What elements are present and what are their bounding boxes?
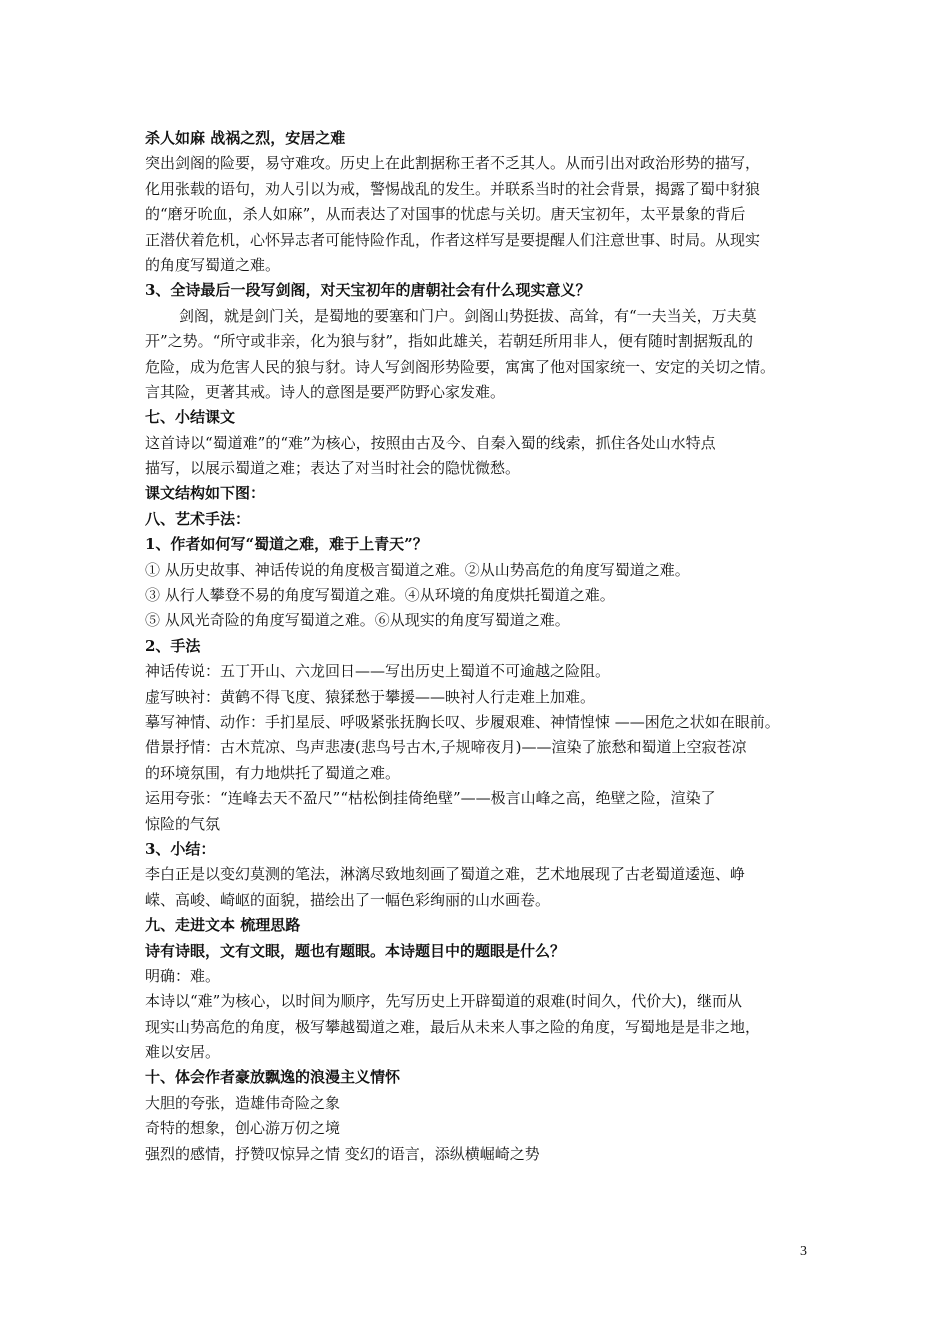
paragraph-line: 现实山势高危的角度，极写攀越蜀道之难，最后从未来人事之险的角度，写蜀地是是非之地， — [145, 1017, 761, 1036]
section-heading: 课文结构如下图： — [145, 484, 266, 503]
section-heading: 十、体会作者豪放飘逸的浪漫主义情怀 — [145, 1068, 401, 1087]
paragraph-line: 的“磨牙吮血，杀人如麻”，从而表达了对国事的忧虑与关切。唐天宝初年，太平景象的背后 — [145, 205, 746, 224]
paragraph-line: 正潜伏着危机，心怀异志者可能恃险作乱，作者这样写是要提醒人们注意世事、时局。从现实 — [145, 230, 761, 249]
section-heading: 3、全诗最后一段写剑阁，对天宝初年的唐朝社会有什么现实意义？ — [145, 281, 591, 300]
paragraph-line: 剑阁，就是剑门关，是蜀地的要塞和门户。剑阁山势挺拔、高耸，有“一夫当关，万夫莫 — [179, 306, 757, 325]
paragraph-line: 惊险的气氛 — [145, 814, 221, 833]
section-heading: 诗有诗眼，文有文眼，题也有题眼。本诗题目中的题眼是什么？ — [145, 941, 566, 960]
paragraph-line: 危险，成为危害人民的狼与豺。诗人写剑阁形势险要，寓寓了他对国家统一、安定的关切之情。 — [145, 357, 776, 376]
paragraph-line: 强烈的感情，抒赞叹惊异之情 变幻的语言，添纵横崛崎之势 — [145, 1144, 540, 1163]
paragraph-line: 嵘、高峻、崎岖的面貌，描绘出了一幅色彩绚丽的山水画卷。 — [145, 890, 551, 909]
page-number: 3 — [800, 1244, 807, 1259]
paragraph-line: 这首诗以“蜀道难”的“难”为核心，按照由古及今、自秦入蜀的线索，抓住各处山水特点 — [145, 433, 716, 452]
document-body — [145, 126, 825, 1167]
section-heading: 2、手法 — [145, 636, 201, 655]
paragraph-line: 虚写映衬：黄鹤不得飞度、猿猱愁于攀援——映衬人行走难上加难。 — [145, 687, 596, 706]
paragraph-line: 本诗以“难”为核心，以时间为顺序，先写历史上开辟蜀道的艰难(时间久，代价大)，继而从 — [145, 992, 743, 1011]
paragraph-line: ⑤ 从风光奇险的角度写蜀道之难。⑥从现实的角度写蜀道之难。 — [145, 611, 570, 630]
paragraph-line: 摹写神情、动作：手扪星辰、呼吸紧张抚胸长叹、步履艰难、神情惶悚 ——困危之状如在眼前。 — [145, 712, 780, 731]
section-heading: 3、小结： — [145, 839, 216, 858]
paragraph-line: 奇特的想象，创心游万仞之境 — [145, 1119, 341, 1138]
section-heading: 九、走进文本 梳理思路 — [145, 916, 301, 935]
paragraph-line: 的环境氛围，有力地烘托了蜀道之难。 — [145, 763, 401, 782]
paragraph-line: 李白正是以变幻莫测的笔法，淋漓尽致地刻画了蜀道之难，艺术地展现了古老蜀道逶迤、峥 — [145, 865, 746, 884]
paragraph-line: 化用张载的语句，劝人引以为戒，警惕战乱的发生。并联系当时的社会背景，揭露了蜀中豺狼 — [145, 179, 761, 198]
paragraph-line: ① 从历史故事、神话传说的角度极言蜀道之难。②从山势高危的角度写蜀道之难。 — [145, 560, 690, 579]
paragraph-line: 的角度写蜀道之难。 — [145, 255, 281, 274]
paragraph-line: 难以安居。 — [145, 1043, 221, 1062]
paragraph-line: 描写，以展示蜀道之难；表达了对当时社会的隐忧微愁。 — [145, 459, 521, 478]
paragraph-line: ③ 从行人攀登不易的角度写蜀道之难。④从环境的角度烘托蜀道之难。 — [145, 586, 615, 605]
paragraph-line: 借景抒情：古木荒凉、鸟声悲凄(悲鸟号古木,子规啼夜月)——渲染了旅愁和蜀道上空寂苍凉 — [145, 738, 747, 757]
paragraph-line: 开”之势。“所守或非亲，化为狼与豺”，指如此雄关，若朝廷所用非人，便有随时割据叛乱的 — [145, 332, 754, 351]
paragraph-line: 神话传说：五丁开山、六龙回日——写出历史上蜀道不可逾越之险阻。 — [145, 662, 611, 681]
paragraph-line: 明确：难。 — [145, 966, 221, 985]
section-heading: 1、作者如何写“蜀道之难，难于上青天”？ — [145, 535, 428, 554]
section-heading: 七、小结课文 — [145, 408, 236, 427]
paragraph-line: 突出剑阁的险要，易守难攻。历史上在此割据称王者不乏其人。从而引出对政治形势的描写， — [145, 154, 761, 173]
paragraph-line: 运用夸张：“连峰去天不盈尺”“枯松倒挂倚绝壁”——极言山峰之高，绝壁之险，渲染了 — [145, 789, 716, 808]
paragraph-line: 大胆的夸张，造雄伟奇险之象 — [145, 1093, 341, 1112]
paragraph-line: 言其险，更著其戒。诗人的意图是要严防野心家发难。 — [145, 382, 506, 401]
section-heading: 杀人如麻 战祸之烈，安居之难 — [145, 129, 346, 147]
section-heading: 八、艺术手法： — [145, 509, 251, 528]
